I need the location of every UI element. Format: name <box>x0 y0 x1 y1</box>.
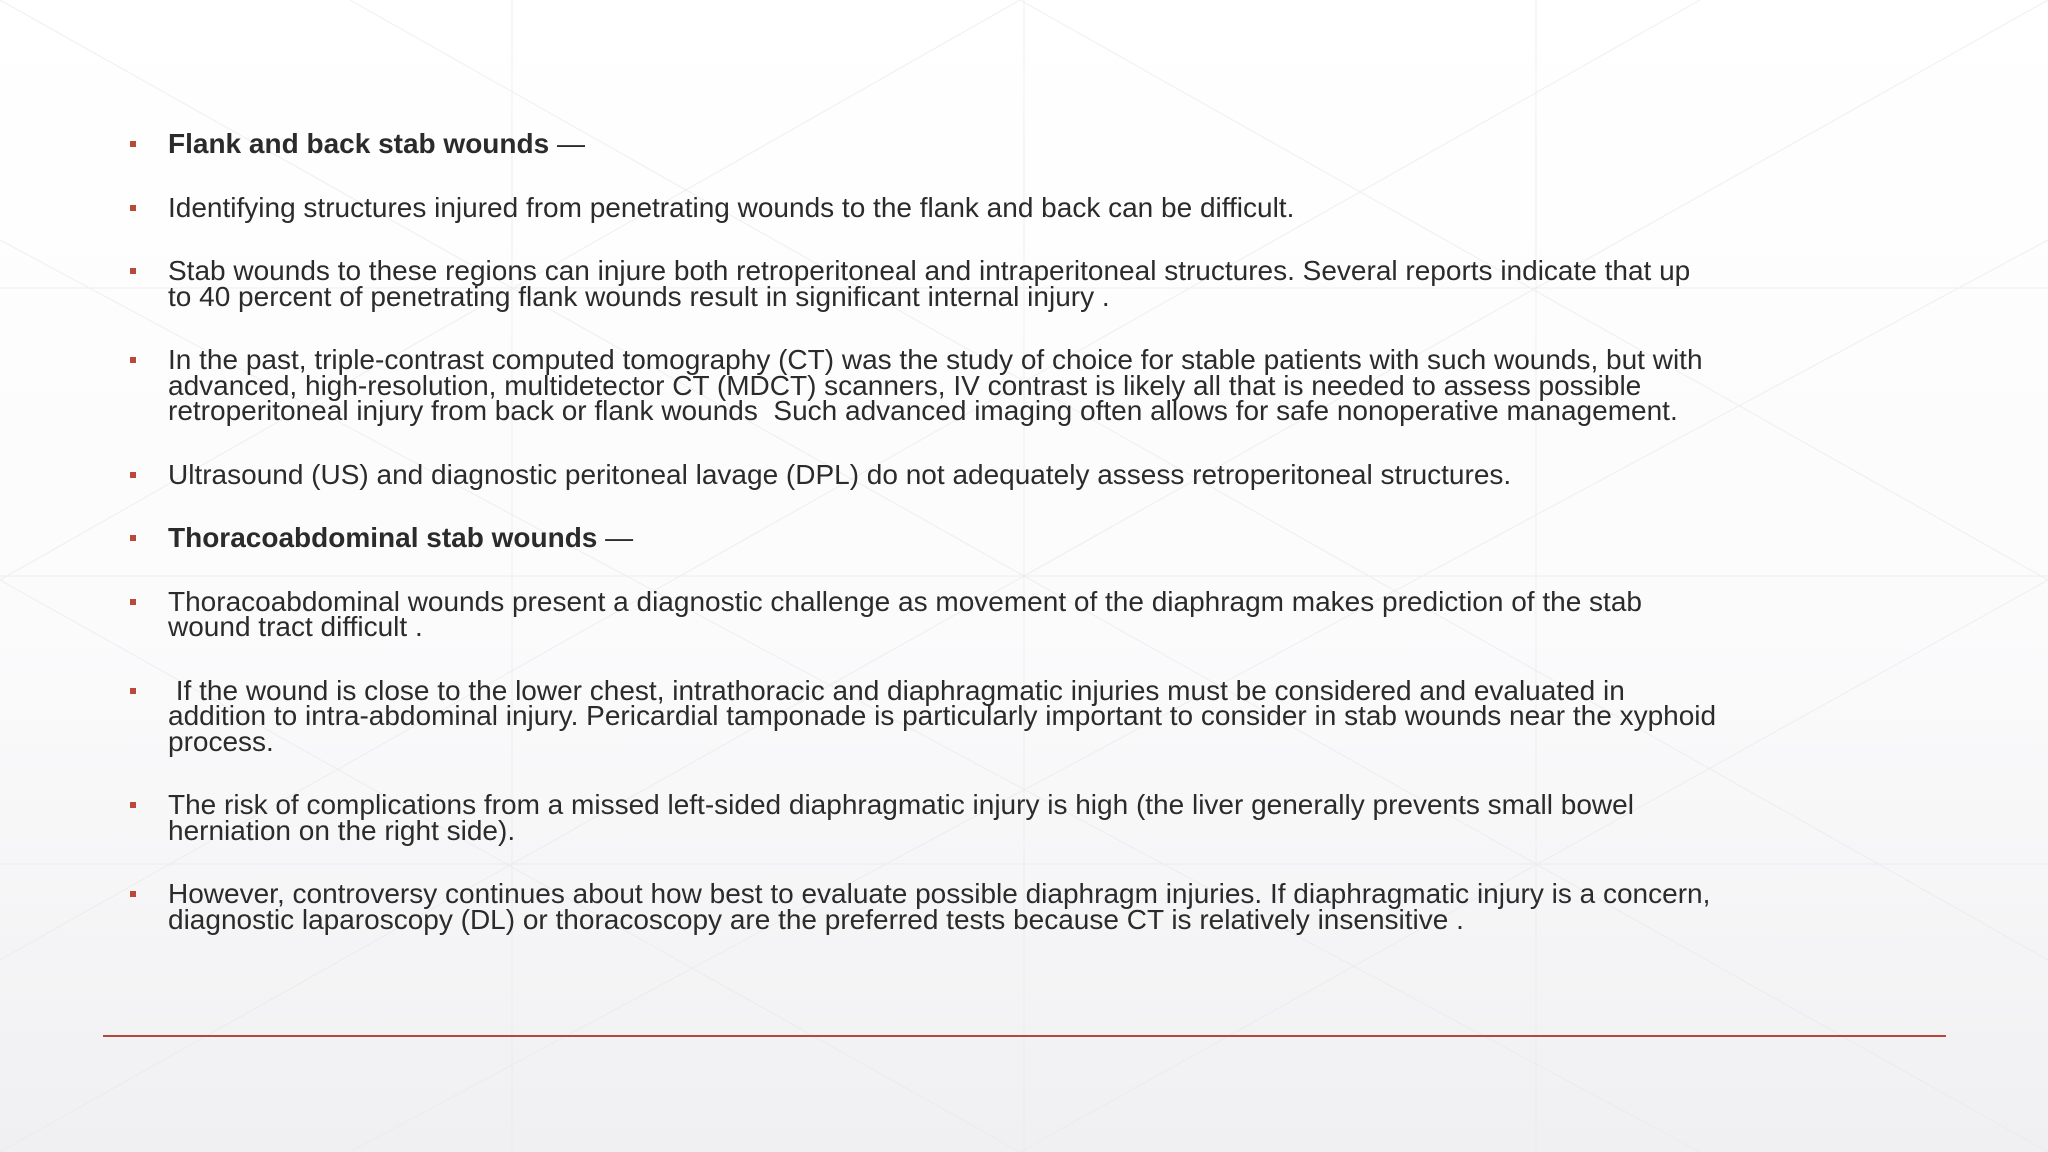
square-bullet-icon <box>130 802 136 808</box>
bullet-item <box>128 458 1828 490</box>
bullet-text-line: wound tract difficult . <box>168 611 423 642</box>
bullet-text-line: The risk of complications from a missed left-sided diaphragmatic injury is high (the liver generally prevents small bowel <box>168 789 1634 820</box>
bullet-item <box>128 878 1828 935</box>
section-heading: Thoracoabdominal stab wounds <box>168 522 598 553</box>
bullet-text-line: Ultrasound (US) and diagnostic peritoneal lavage (DPL) do not adequately assess retroperitoneal structures. <box>168 458 1512 490</box>
bullet-item <box>128 789 1828 846</box>
heading-dash: — <box>549 128 585 159</box>
footer-divider <box>103 1035 1946 1037</box>
bullet-text-line: Thoracoabdominal wounds present a diagnostic challenge as movement of the diaphragm makes prediction of the stab <box>168 585 1642 617</box>
bullet-text-line: to 40 percent of penetrating flank wounds result in significant internal injury . <box>168 280 1110 312</box>
bullet-text-line: Identifying structures injured from penetrating wounds to the flank and back can be difficult. <box>168 191 1295 223</box>
square-bullet-icon <box>130 535 136 541</box>
bullet-text-line: However, controversy continues about how best to evaluate possible diaphragm injuries. If diaphragmatic injury is a concern, <box>168 878 1711 909</box>
bullet-text-line: advanced, high-resolution, multidetector CT (MDCT) scanners, IV contrast is likely all that is needed to assess possible <box>168 369 1642 401</box>
bullet-item <box>128 191 1828 223</box>
bullet-text-line: In the past, triple-contrast computed tomography (CT) was the study of choice for stable patients with such wounds, but with <box>168 344 1703 375</box>
square-bullet-icon <box>130 599 136 605</box>
bullet-text-line: retroperitoneal injury from back or flank wounds Such advanced imaging often allows for safe nonoperative management. <box>168 395 1678 426</box>
square-bullet-icon <box>130 205 136 211</box>
bullet-text-line: If the wound is close to the lower chest, intrathoracic and diaphragmatic injuries must be considered and evaluated in <box>168 674 1625 706</box>
bullet-item <box>128 344 1828 426</box>
bullet-text-line: diagnostic laparoscopy (DL) or thoracoscopy are the preferred tests because CT is relatively insensitive . <box>168 903 1464 935</box>
bullet-text-line: herniation on the right side). <box>168 814 516 846</box>
square-bullet-icon <box>130 357 136 363</box>
heading-dash: — <box>597 522 634 553</box>
square-bullet-icon <box>130 891 136 897</box>
square-bullet-icon <box>130 688 136 694</box>
bullet-item <box>128 674 1828 757</box>
square-bullet-icon <box>130 268 136 274</box>
section-heading: Flank and back stab wounds <box>168 128 550 159</box>
bullet-item <box>128 585 1828 642</box>
square-bullet-icon <box>130 472 136 478</box>
bullet-text-line: addition to intra-abdominal injury. Pericardial tamponade is particularly important to consider in stab wounds near the xyphoid <box>168 700 1717 731</box>
square-bullet-icon <box>130 141 136 147</box>
bullet-item <box>128 255 1828 312</box>
bullet-item <box>128 522 1828 553</box>
bullet-text-line: process. <box>168 725 274 757</box>
bullet-item <box>128 128 1828 159</box>
bullet-list <box>128 128 1828 970</box>
bullet-text-line: Stab wounds to these regions can injure both retroperitoneal and intraperitoneal structures. Several reports indicate that up <box>168 255 1691 286</box>
